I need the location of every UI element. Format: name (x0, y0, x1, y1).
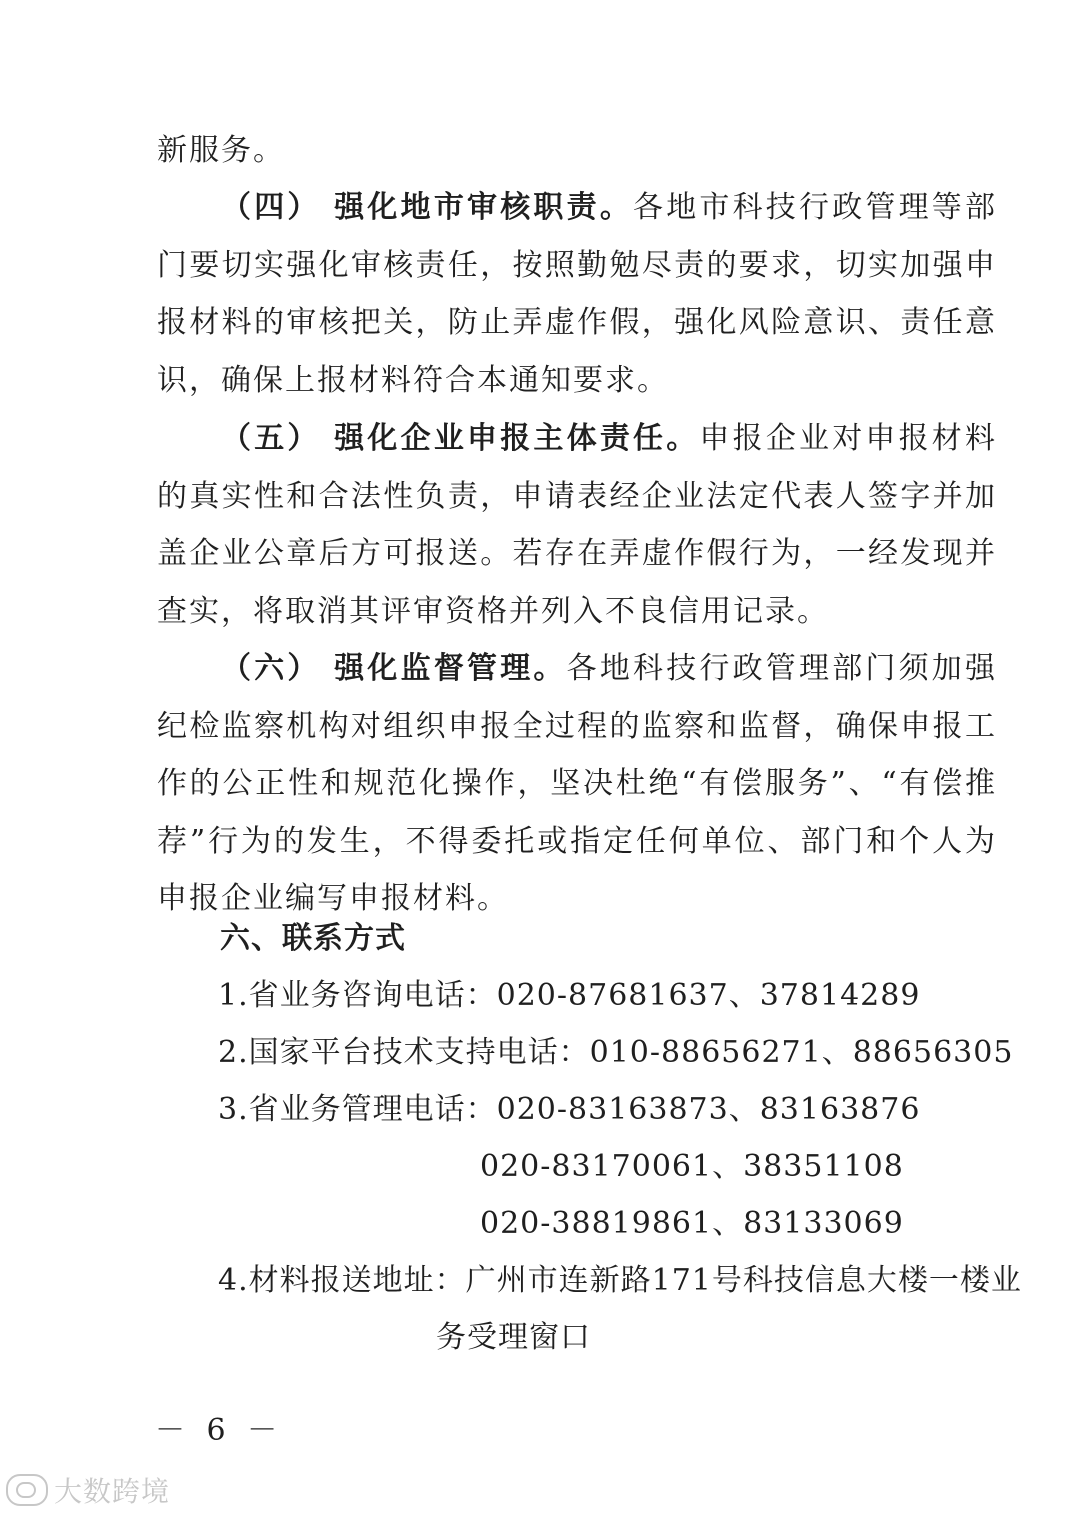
paragraph-5 (157, 410, 997, 640)
paragraph-4-heading: （四） 强化地市审核职责。 (221, 190, 634, 225)
section-title: 六、联系方式 (220, 921, 406, 956)
contact-line-4: 4.材料报送地址：广州市连新路171号科技信息大楼一楼业 (218, 1263, 1022, 1298)
contact-line-3b: 020-83170061、38351108 (480, 1149, 904, 1184)
paragraph-5-heading: （五） 强化企业申报主体责任。 (221, 421, 700, 456)
page-number: － 6 － (155, 1413, 284, 1448)
contact-line-1: 1.省业务咨询电话：020-87681637、37814289 (218, 978, 921, 1013)
paragraph-4-body: 各地市科技行政管理等部门要切实强化审核责任，按照勤勉尽责的要求，切实加强申报材料的审核把关，防止弄虚作假，强化风险意识、责任意识，确保上报材料符合本通知要求。 (157, 190, 997, 398)
paragraph-6 (157, 640, 997, 928)
paragraph-6-body: 各地科技行政管理部门须加强纪检监察机构对组织申报全过程的监察和监督，确保申报工作的公正性和规范化操作，坚决杜绝“有偿服务”、“有偿推荐”行为的发生，不得委托或指定任何单位、部门和个人为申报企业编写申报材料。 (157, 651, 997, 916)
watermark (6, 1470, 170, 1510)
continuation-text: 新服务。 (157, 133, 285, 168)
contact-line-2: 2.国家平台技术支持电话：010-88656271、88656305 (218, 1035, 1014, 1070)
contact-line-3: 3.省业务管理电话：020-83163873、83163876 (218, 1092, 921, 1127)
paragraph-5-body: 申报企业对申报材料的真实性和合法性负责，申请表经企业法定代表人签字并加盖企业公章后方可报送。若存在弄虚作假行为，一经发现并查实，将取消其评审资格并列入不良信用记录。 (157, 421, 998, 629)
paragraph-6-heading: （六） 强化监督管理。 (221, 651, 567, 686)
watermark-logo-icon (6, 1474, 48, 1506)
contact-line-4b: 务受理窗口 (436, 1320, 591, 1355)
contact-line-3c: 020-38819861、83133069 (480, 1206, 904, 1241)
watermark-text: 大数跨境 (54, 1475, 171, 1508)
paragraph-4 (157, 179, 997, 409)
